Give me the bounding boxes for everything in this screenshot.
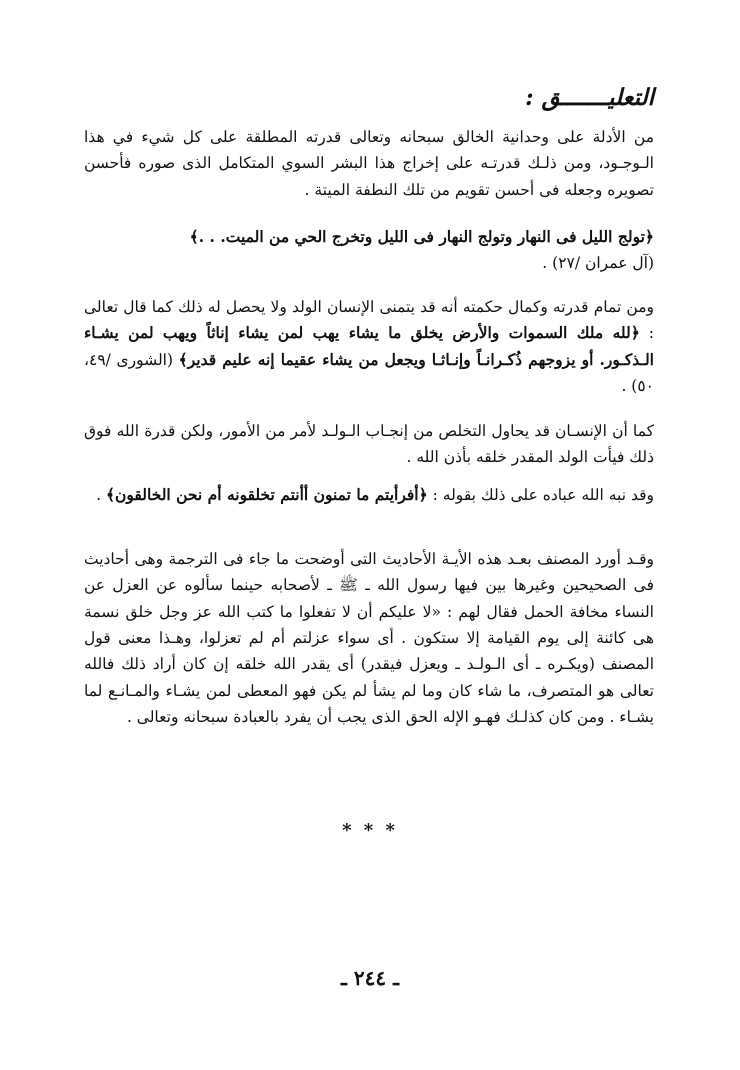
quran-verse-1: ﴿تولج الليل فى النهار وتولج النهار فى الليل وتخرج الحي من الميت. . .﴾: [189, 227, 654, 246]
section-separator: * * *: [342, 820, 398, 841]
verse-reference-2: (الشورى /٤٩، ٥٠) .: [84, 350, 654, 396]
paragraph-5: [84, 482, 654, 508]
section-heading: التعليـــــــق :: [525, 84, 654, 111]
quran-verse-2: ﴿لله ملك السموات والأرض يخلق ما يشاء يهب لمن يشاء إناثاً ويهب لمن يشـاء الـذكـور. أو يزوجهم ذُكـرانـاً وإنـاثـا ويجعل من يشاء عقيما إنه عليم قدير﴾: [84, 323, 654, 369]
paragraph-6: وقـد أورد المصنف بعـد هذه الأيـة الأحاديث التى أوضحت ما جاء فى الترجمة وهى أحاديث فى الصحيحين وغيرها بين فيها رسول الله ـ ﷺ ـ لأصحابه حينما سألوه عن العزل عن النساء مخافة الحمل فقال لهم : «لا عليكم أن لا تفعلوا ما كتب الله عز وجل خلق نسمة هى كائنة إلى يوم القيامة إلا ستكون . أى سواء عزلتم أم لم تعزلوا، وهـذا معنى قول المصنف (ويكـره ـ أى الـولـد ـ ويعزل فيقدر) أى يقدر الله خلقه إن كان أراد ذلك فالله تعالى هو المتصرف، ما شاء كان وما لم يشأ لم يكن فهو المعطى لمن يشـاء والمـانـع لما يشـاء . ومن كان كذلـك فهـو الإله الحق الذى يجب أن يفرد بالعبادة سبحانه وتعالى .: [84, 550, 654, 727]
verse-reference-1: (آل عمران /٢٧) .: [542, 254, 654, 273]
paragraph-5-end: .: [96, 486, 106, 504]
paragraph-3-intro: ومن تمام قدرته وكمال حكمته أنه قد يتمنى الإنسان الولد ولا يحصل له ذلك كما قال تعالى :: [84, 298, 654, 343]
quran-verse-3: ﴿أفرأيتم ما تمنون أأنتم تخلقونه أم نحن الخالقون﴾: [105, 485, 428, 504]
paragraph-1: من الأدلة على وحدانية الخالق سبحانه وتعالى قدرته المطلقة على كل شيء في هذا الـوجـود، ومن ذلـك قدرتـه على إخراج هذا البشر السوي المتكامل الذى صوره فأحسن تصويره وجعله فى أحسن تقويم من تلك النطفة الميتة .: [84, 128, 654, 199]
page-number: ـ ٢٤٤ ـ: [341, 966, 399, 990]
paragraph-4: كما أن الإنسـان قد يحاول التخلص من إنجـاب الـولـد لأمر من الأمور، ولكن قدرة الله فوق ذلك فيأت الولد المقدر خلقه بأذن الله .: [84, 422, 654, 467]
paragraph-5-intro: وقد نبه الله عباده على ذلك بقوله :: [427, 486, 654, 504]
paragraph-3: [84, 294, 654, 399]
paragraph-2: [84, 224, 654, 277]
